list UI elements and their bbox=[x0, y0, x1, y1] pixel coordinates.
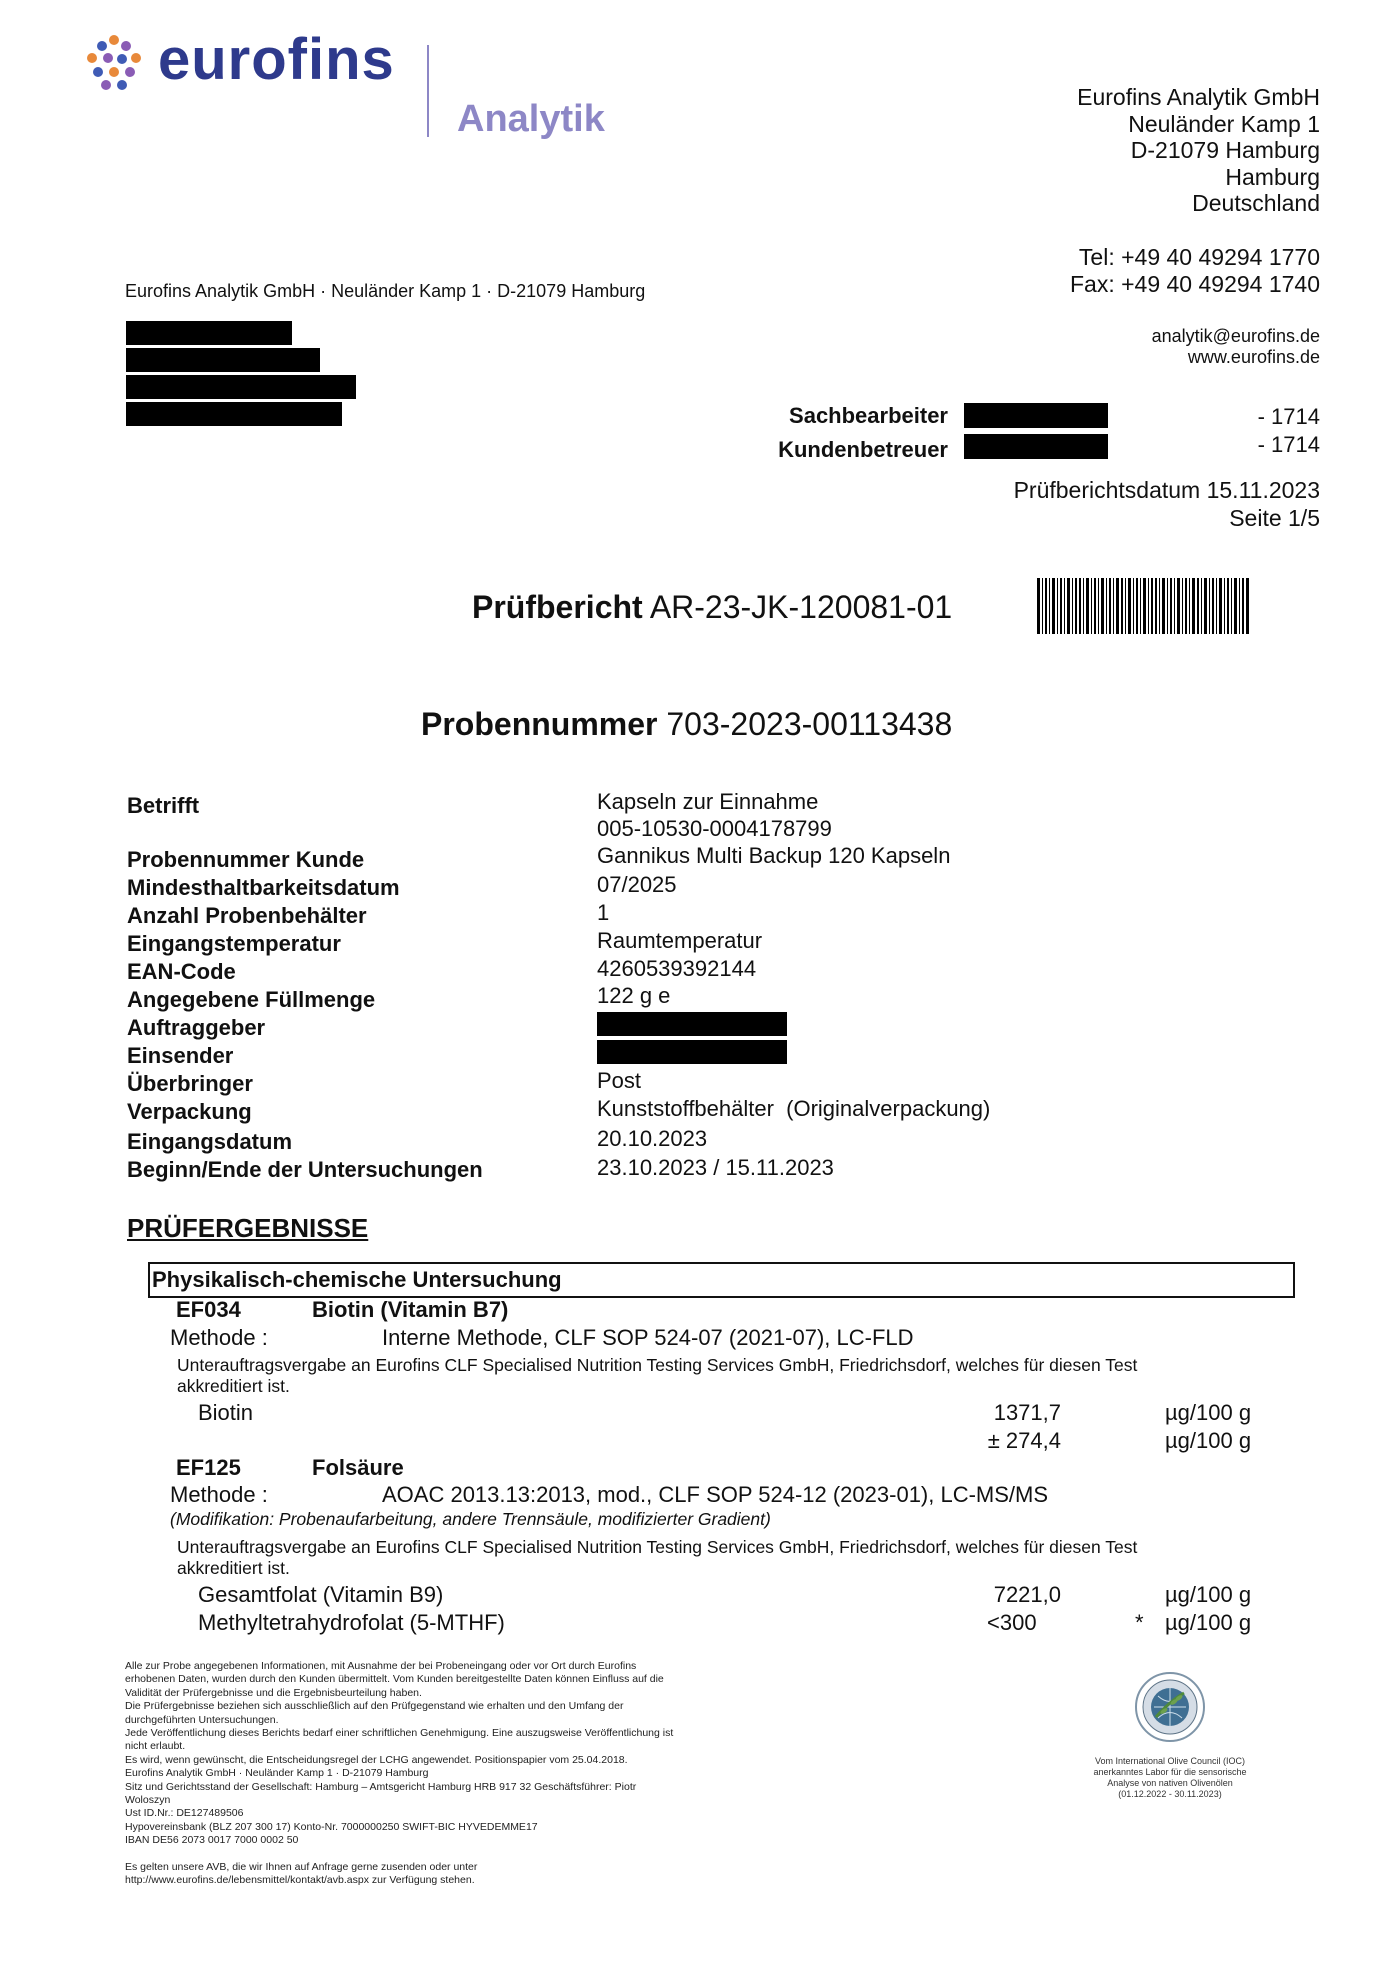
redacted-clerk bbox=[964, 403, 1108, 428]
subcontract-2b: akkreditiert ist. bbox=[177, 1558, 290, 1578]
redacted-recipient-3 bbox=[126, 375, 356, 399]
info-value-deliverer: Post bbox=[597, 1068, 642, 1093]
info-label-client: Auftraggeber bbox=[127, 1015, 266, 1040]
footer-line: Die Prüfergebnisse beziehen sich ausschließlich auf den Prüfgegenstand wie erhalten und den Umfang der bbox=[125, 1700, 624, 1713]
brand-name: eurofins bbox=[158, 27, 395, 92]
info-value-best-before: 07/2025 bbox=[597, 872, 677, 897]
report-label: Prüfbericht bbox=[472, 589, 643, 625]
report-number: AR-23-JK-120081-01 bbox=[649, 589, 953, 625]
redacted-sender bbox=[597, 1040, 787, 1064]
sample-number: 703-2023-00113438 bbox=[666, 706, 953, 742]
value-total-folate: 7221,0 bbox=[993, 1582, 1061, 1607]
address-city: Hamburg bbox=[1225, 163, 1320, 190]
web-block bbox=[920, 326, 1320, 368]
footer-line: IBAN DE56 2073 0017 7000 0002 50 bbox=[125, 1834, 299, 1847]
logo-separator bbox=[427, 45, 429, 137]
footer-line: durchgeführten Untersuchungen. bbox=[125, 1713, 279, 1726]
address-zip-city: D-21079 Hamburg bbox=[1130, 137, 1320, 163]
sample-label: Probennummer bbox=[421, 706, 658, 742]
seal-caption-line: (01.12.2022 - 30.11.2023) bbox=[1118, 1789, 1222, 1799]
results-heading: PRÜFERGEBNISSE bbox=[127, 1213, 369, 1243]
footer-avb-link[interactable]: http://www.eurofins.de/lebensmittel/kontakt/avb.aspx zur Verfügung stehen. bbox=[125, 1874, 475, 1887]
footer-line: Eurofins Analytik GmbH · Neuländer Kamp 1 · D-21079 Hamburg bbox=[125, 1767, 429, 1780]
info-value-ean: 4260539392144 bbox=[597, 956, 757, 981]
value-5mthf: <300 bbox=[987, 1610, 1037, 1635]
fax-number: Fax: +49 40 49294 1740 bbox=[1069, 271, 1320, 297]
report-date: Prüfberichtsdatum 15.11.2023 bbox=[1013, 477, 1320, 503]
account-manager-extension: - 1714 bbox=[1257, 432, 1320, 457]
website-link[interactable]: www.eurofins.de bbox=[1187, 347, 1320, 367]
info-value-receipt-date: 20.10.2023 bbox=[597, 1126, 708, 1151]
redacted-recipient-1 bbox=[126, 321, 292, 345]
redacted-recipient-2 bbox=[126, 348, 320, 372]
test-name-biotin: Biotin (Vitamin B7) bbox=[312, 1297, 509, 1322]
analyte-5mthf: Methyltetrahydrofolat (5-MTHF) bbox=[198, 1610, 505, 1635]
info-label-container-count: Anzahl Probenbehälter bbox=[127, 903, 367, 928]
redacted-client bbox=[597, 1012, 787, 1036]
address-street: Neuländer Kamp 1 bbox=[1128, 110, 1320, 137]
info-value-order-number: 005-10530-0004178799 bbox=[597, 816, 832, 841]
clerk-label: Sachbearbeiter bbox=[789, 403, 948, 428]
method-1: Interne Methode, CLF SOP 524-07 (2021-07), LC-FLD bbox=[382, 1325, 914, 1350]
info-label-test-period: Beginn/Ende der Untersuchungen bbox=[127, 1157, 483, 1182]
address-country: Deutschland bbox=[1192, 190, 1320, 216]
footer-avb-1: Es gelten unsere AVB, die wir Ihnen auf Anfrage gerne zusenden oder unter bbox=[125, 1860, 478, 1873]
eurofins-logo bbox=[82, 27, 402, 100]
info-label-receipt-date: Eingangsdatum bbox=[127, 1129, 293, 1154]
footer-line: Jede Veröffentlichung dieses Berichts bedarf einer schriftlichen Genehmigung. Eine auszugsweise Veröffentlichung ist bbox=[125, 1727, 674, 1740]
info-label-betrifft: Betrifft bbox=[127, 793, 200, 818]
footer-line: Validität der Prüfergebnisse und die Ergebnisbeurteilung haben. bbox=[125, 1686, 422, 1699]
subcontract-2a: Unterauftragsvergabe an Eurofins CLF Specialised Nutrition Testing Services GmbH, Friedrichsdorf, welches für diesen Test bbox=[177, 1537, 1138, 1557]
seal-caption-line: Vom International Olive Council (IOC) bbox=[1094, 1756, 1246, 1766]
footer-line: Sitz und Gerichtsstand der Gesellschaft: Hamburg – Amtsgericht Hamburg HRB 917 32 Geschäftsführer: Piotr bbox=[125, 1780, 637, 1793]
phone-number: Tel: +49 40 49294 1770 bbox=[1078, 244, 1320, 270]
subcontract-1b: akkreditiert ist. bbox=[177, 1376, 290, 1396]
address-company: Eurofins Analytik GmbH bbox=[1077, 84, 1320, 110]
barcode bbox=[1037, 578, 1249, 634]
footer-line: nicht erlaubt. bbox=[125, 1740, 186, 1753]
method-modification: (Modifikation: Probenaufarbeitung, andere Trennsäule, modifizierter Gradient) bbox=[170, 1509, 771, 1529]
ioc-seal-caption bbox=[1080, 1756, 1260, 1800]
clerk-extension: - 1714 bbox=[1257, 404, 1320, 429]
footer-line: Woloszyn bbox=[125, 1794, 171, 1807]
eurofins-dots-icon bbox=[82, 32, 146, 96]
info-label-sender: Einsender bbox=[127, 1043, 234, 1068]
account-manager-label: Kundenbetreuer bbox=[778, 437, 948, 462]
info-value-temperature: Raumtemperatur bbox=[597, 928, 763, 953]
analyte-total-folate: Gesamtfolat (Vitamin B9) bbox=[198, 1582, 444, 1607]
phone-block bbox=[920, 244, 1320, 298]
info-value-betrifft: Kapseln zur Einnahme bbox=[597, 789, 819, 814]
info-label-customer-sample: Probennummer Kunde bbox=[127, 847, 365, 872]
seal-caption-line: anerkanntes Labor für die sensorische bbox=[1093, 1767, 1247, 1777]
unit-uncertainty-biotin: µg/100 g bbox=[1165, 1428, 1252, 1453]
category-box bbox=[148, 1262, 1295, 1298]
ioc-seal-icon bbox=[1134, 1671, 1206, 1743]
value-biotin: 1371,7 bbox=[993, 1400, 1061, 1425]
footer-legal bbox=[125, 1660, 765, 1888]
info-value-packaging: Kunststoffbehälter (Originalverpackung) bbox=[597, 1096, 991, 1121]
flag-5mthf: * bbox=[1135, 1610, 1144, 1635]
seal-caption-line: Analyse von nativen Olivenölen bbox=[1107, 1778, 1233, 1788]
test-code-ef034: EF034 bbox=[176, 1297, 241, 1322]
sample-title bbox=[421, 706, 952, 743]
page-indicator: Seite 1/5 bbox=[1229, 505, 1320, 531]
uncertainty-biotin: ± 274,4 bbox=[987, 1428, 1061, 1453]
company-address bbox=[920, 84, 1320, 217]
info-label-temperature: Eingangstemperatur bbox=[127, 931, 341, 956]
unit-5mthf: µg/100 g bbox=[1165, 1610, 1252, 1635]
unit-total-folate: µg/100 g bbox=[1165, 1582, 1252, 1607]
info-label-fill-quantity: Angegebene Füllmenge bbox=[127, 987, 376, 1012]
redacted-recipient-4 bbox=[126, 402, 342, 426]
info-label-deliverer: Überbringer bbox=[127, 1071, 253, 1096]
brand-division: Analytik bbox=[457, 98, 605, 140]
footer-line: erhobenen Daten, wurden durch den Kunden übermittelt. Vom Kunden bereitgestellte Daten können Einfluss auf die bbox=[125, 1673, 664, 1686]
email-link[interactable]: analytik@eurofins.de bbox=[1151, 326, 1320, 346]
method-2: AOAC 2013.13:2013, mod., CLF SOP 524-12 (2023-01), LC-MS/MS bbox=[382, 1482, 1049, 1507]
test-name-folic-acid: Folsäure bbox=[312, 1455, 404, 1480]
sender-line: Eurofins Analytik GmbH · Neuländer Kamp 1 · D-21079 Hamburg bbox=[125, 281, 646, 301]
test-code-ef125: EF125 bbox=[176, 1455, 241, 1480]
footer-line: Hypovereinsbank (BLZ 207 300 17) Konto-Nr. 7000000250 SWIFT-BIC HYVEDEMME17 bbox=[125, 1820, 538, 1833]
redacted-account-manager bbox=[964, 434, 1108, 459]
info-label-packaging: Verpackung bbox=[127, 1099, 252, 1124]
report-title bbox=[472, 589, 952, 626]
info-label-ean: EAN-Code bbox=[127, 959, 236, 984]
info-value-fill-quantity: 122 g e bbox=[597, 983, 671, 1008]
analyte-biotin: Biotin bbox=[198, 1400, 254, 1425]
category-title: Physikalisch-chemische Untersuchung bbox=[152, 1267, 562, 1292]
footer-line: Alle zur Probe angegebenen Informationen, mit Ausnahme der bei Probeneingang oder vor Ort durch Eurofins bbox=[125, 1660, 637, 1672]
footer-line: Ust ID.Nr.: DE127489506 bbox=[125, 1807, 244, 1820]
info-label-best-before: Mindesthaltbarkeitsdatum bbox=[127, 875, 400, 900]
info-value-customer-sample: Gannikus Multi Backup 120 Kapseln bbox=[597, 843, 951, 868]
method-label-1: Methode : bbox=[170, 1325, 268, 1350]
info-value-container-count: 1 bbox=[597, 900, 610, 925]
unit-biotin: µg/100 g bbox=[1165, 1400, 1252, 1425]
info-value-test-period: 23.10.2023 / 15.11.2023 bbox=[597, 1155, 834, 1180]
subcontract-1a: Unterauftragsvergabe an Eurofins CLF Specialised Nutrition Testing Services GmbH, Friedrichsdorf, welches für diesen Test bbox=[177, 1355, 1138, 1375]
method-label-2: Methode : bbox=[170, 1482, 268, 1507]
footer-line: Es wird, wenn gewünscht, die Entscheidungsregel der LCHG angewendet. Positionspapier vom 25.04.2018. bbox=[125, 1753, 628, 1766]
